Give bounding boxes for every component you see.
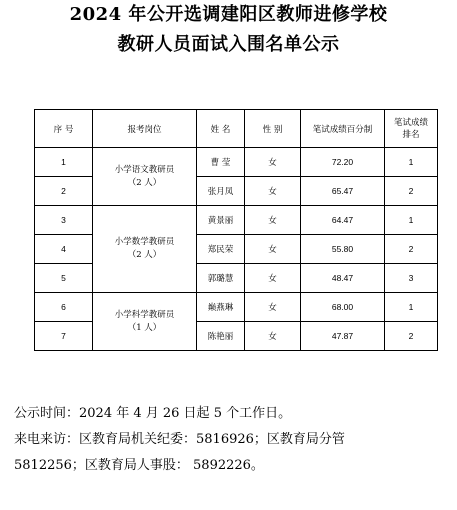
cell-name: 黄景丽 [197, 206, 245, 235]
header-rank-line-1: 笔试成绩 [393, 117, 428, 128]
header-rank-line-2: 排名 [402, 129, 420, 140]
cell-name: 张月凤 [197, 177, 245, 206]
interview-roster-table [34, 109, 438, 351]
cell-rank: 2 [385, 235, 438, 264]
cell-gender: 女 [245, 293, 301, 322]
header-score: 笔试成绩百分制 [301, 110, 385, 148]
header-name: 姓 名 [197, 110, 245, 148]
cell-rank: 1 [385, 206, 438, 235]
position-group-count: （2 人） [127, 250, 162, 260]
page-title-line-1: 2024 年公开选调建阳区教师进修学校 [69, 4, 388, 25]
cell-position-group [93, 148, 197, 206]
cell-gender: 女 [245, 148, 301, 177]
cell-rank: 1 [385, 148, 438, 177]
cell-rank: 2 [385, 177, 438, 206]
cell-name: 巅燕琳 [197, 293, 245, 322]
cell-rank: 1 [385, 293, 438, 322]
position-group-title: 小学科学教研员 [114, 309, 175, 320]
position-group-title: 小学语文教研员 [114, 164, 175, 175]
cell-gender: 女 [245, 177, 301, 206]
cell-name: 陈艳丽 [197, 322, 245, 351]
cell-position-group [93, 293, 197, 351]
cell-name: 郭璐慧 [197, 264, 245, 293]
table-header-row [35, 110, 438, 148]
cell-score: 47.87 [301, 322, 385, 351]
notice-contact-line-2: 5812256；区教育局人事股： 5892226。 [14, 458, 264, 473]
position-group-title: 小学数学教研员 [114, 237, 175, 247]
cell-name: 曹 莹 [197, 148, 245, 177]
cell-rank: 2 [385, 322, 438, 351]
position-group-count: （2 人） [127, 177, 162, 188]
header-gender: 性 别 [245, 110, 301, 148]
cell-score: 65.47 [301, 177, 385, 206]
cell-score: 64.47 [301, 206, 385, 235]
header-position: 报考岗位 [93, 110, 197, 148]
cell-score: 72.20 [301, 148, 385, 177]
notice-contact-line-1: 来电来访：区教育局机关纪委：5816926；区教育局分管 [14, 432, 345, 447]
table-row [35, 148, 438, 177]
cell-seq: 6 [35, 293, 93, 322]
cell-rank: 3 [385, 264, 438, 293]
table-row [35, 206, 438, 235]
cell-seq: 3 [35, 206, 93, 235]
header-seq: 序 号 [35, 110, 93, 148]
notice-period: 公示时间：2024 年 4 月 26 日起 5 个工作日。 [14, 406, 292, 421]
notice-text [14, 401, 454, 479]
page-title-line-2: 教研人员面试入围名单公示 [117, 34, 340, 55]
table-row [35, 293, 438, 322]
position-group-count: （1 人） [127, 322, 162, 333]
cell-seq: 4 [35, 235, 93, 264]
header-rank [385, 110, 438, 148]
cell-seq: 1 [35, 148, 93, 177]
cell-position-group [93, 206, 197, 293]
cell-gender: 女 [245, 235, 301, 264]
cell-seq: 2 [35, 177, 93, 206]
cell-score: 48.47 [301, 264, 385, 293]
cell-seq: 5 [35, 264, 93, 293]
cell-score: 68.00 [301, 293, 385, 322]
cell-gender: 女 [245, 206, 301, 235]
cell-seq: 7 [35, 322, 93, 351]
cell-gender: 女 [245, 322, 301, 351]
cell-name: 郑民荣 [197, 235, 245, 264]
cell-score: 55.80 [301, 235, 385, 264]
cell-gender: 女 [245, 264, 301, 293]
